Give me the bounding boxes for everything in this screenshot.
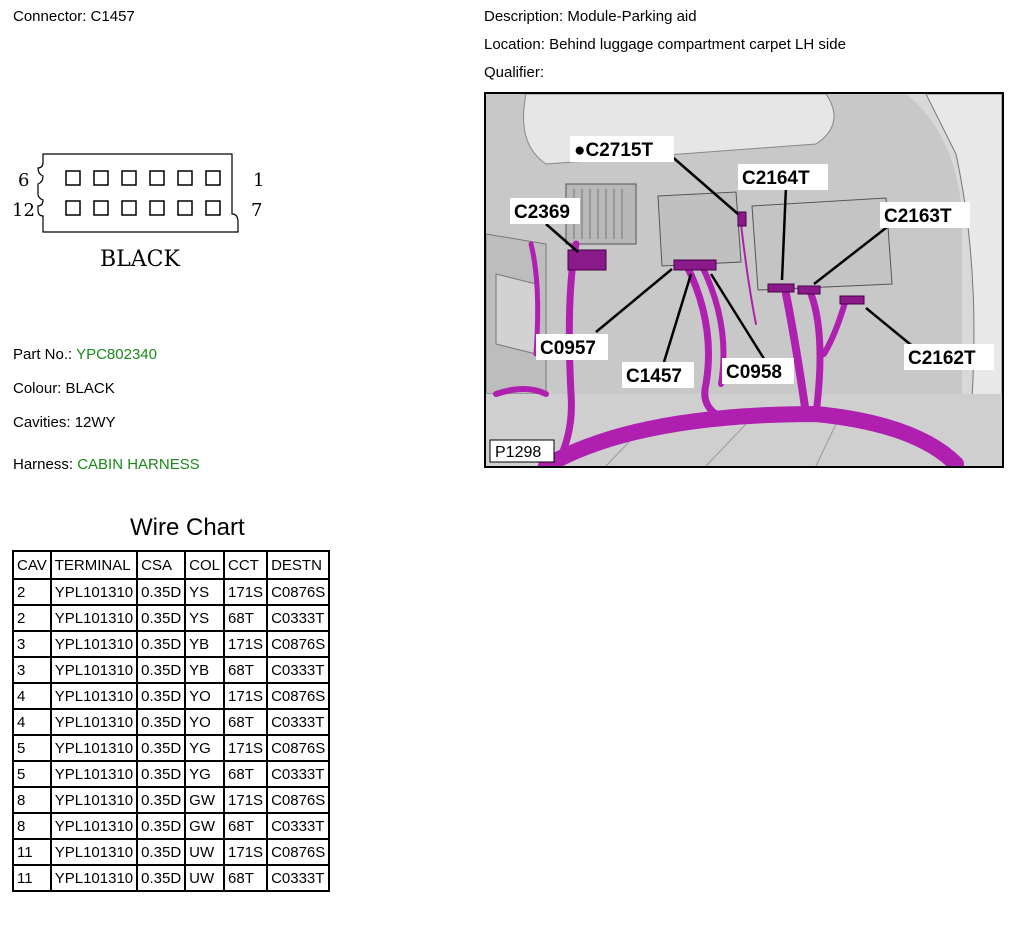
- cell-cav: 2: [13, 579, 51, 605]
- cell-destn: C0333T: [267, 865, 329, 891]
- header-cct: CCT: [224, 551, 267, 579]
- cell-terminal: YPL101310: [51, 709, 137, 735]
- cell-destn: C0333T: [267, 605, 329, 631]
- callout-c0957: C0957: [540, 338, 596, 359]
- colour-value: BLACK: [65, 380, 115, 397]
- cell-destn: C0333T: [267, 657, 329, 683]
- cell-cav: 8: [13, 787, 51, 813]
- callout-c2163t: C2163T: [884, 206, 952, 227]
- callout-c2369: C2369: [514, 202, 570, 223]
- cell-cct: 68T: [224, 865, 267, 891]
- cell-terminal: YPL101310: [51, 865, 137, 891]
- cell-col: GW: [185, 787, 224, 813]
- cell-cct: 171S: [224, 683, 267, 709]
- cell-cav: 2: [13, 605, 51, 631]
- cell-destn: C0333T: [267, 761, 329, 787]
- header-cav: CAV: [13, 551, 51, 579]
- cell-cav: 3: [13, 631, 51, 657]
- connector-value: C1457: [90, 8, 135, 25]
- cell-csa: 0.35D: [137, 761, 185, 787]
- location-line: [484, 36, 846, 54]
- callout-c2164t: C2164T: [742, 168, 810, 189]
- cell-terminal: YPL101310: [51, 839, 137, 865]
- cell-destn: C0876S: [267, 839, 329, 865]
- cell-col: YS: [185, 579, 224, 605]
- cell-cav: 11: [13, 839, 51, 865]
- cell-terminal: YPL101310: [51, 813, 137, 839]
- cell-col: UW: [185, 865, 224, 891]
- cell-csa: 0.35D: [137, 579, 185, 605]
- wire-chart-row: [13, 709, 329, 735]
- cell-csa: 0.35D: [137, 605, 185, 631]
- wire-chart-row: [13, 579, 329, 605]
- cell-cav: 5: [13, 735, 51, 761]
- cavities-label: Cavities:: [13, 414, 71, 431]
- cell-cct: 171S: [224, 839, 267, 865]
- cell-destn: C0876S: [267, 579, 329, 605]
- cell-csa: 0.35D: [137, 657, 185, 683]
- wire-chart-row: [13, 761, 329, 787]
- connector-face-diagram: [10, 148, 270, 278]
- cell-destn: C0333T: [267, 709, 329, 735]
- callout-c1457: C1457: [626, 366, 682, 387]
- cell-cct: 171S: [224, 631, 267, 657]
- cavities-line: [13, 414, 116, 432]
- location-value: Behind luggage compartment carpet LH side: [549, 36, 846, 53]
- callout-c2162t: C2162T: [908, 348, 976, 369]
- header-csa: CSA: [137, 551, 185, 579]
- cell-col: YG: [185, 735, 224, 761]
- callout-p1298: P1298: [495, 444, 542, 461]
- pin-label-6: 6: [18, 170, 30, 191]
- cell-csa: 0.35D: [137, 865, 185, 891]
- location-label: Location:: [484, 36, 545, 53]
- cell-terminal: YPL101310: [51, 657, 137, 683]
- cell-cav: 3: [13, 657, 51, 683]
- wire-chart-row: [13, 813, 329, 839]
- wire-chart-row: [13, 657, 329, 683]
- pin-label-7: 7: [251, 200, 263, 221]
- cell-csa: 0.35D: [137, 787, 185, 813]
- cell-col: YG: [185, 761, 224, 787]
- pin-label-1: 1: [253, 170, 265, 191]
- cell-terminal: YPL101310: [51, 735, 137, 761]
- colour-label: Colour:: [13, 380, 62, 397]
- cell-csa: 0.35D: [137, 709, 185, 735]
- cavities-value: 12WY: [74, 414, 116, 431]
- harness-label: Harness:: [13, 456, 74, 473]
- cell-cav: 5: [13, 761, 51, 787]
- cell-col: YS: [185, 605, 224, 631]
- cell-cct: 68T: [224, 657, 267, 683]
- cell-terminal: YPL101310: [51, 631, 137, 657]
- cell-terminal: YPL101310: [51, 579, 137, 605]
- header-destn: DESTN: [267, 551, 329, 579]
- location-image: [484, 92, 1004, 468]
- cell-destn: C0333T: [267, 813, 329, 839]
- harness-line: [13, 456, 200, 474]
- part-number-label: Part No.:: [13, 346, 73, 363]
- wire-chart-header-row: [13, 551, 329, 579]
- cell-destn: C0876S: [267, 735, 329, 761]
- description-line: [484, 8, 697, 26]
- cell-terminal: YPL101310: [51, 683, 137, 709]
- wire-chart-row: [13, 735, 329, 761]
- connector-label: Connector:: [13, 8, 87, 25]
- wire-chart-row: [13, 605, 329, 631]
- cell-cct: 68T: [224, 605, 267, 631]
- qualifier-label: Qualifier:: [484, 64, 545, 81]
- diagram-colour-label: BLACK: [100, 247, 180, 272]
- header-terminal: TERMINAL: [51, 551, 137, 579]
- pin-label-12: 12: [12, 200, 35, 221]
- cell-csa: 0.35D: [137, 631, 185, 657]
- part-number-link[interactable]: YPC802340: [76, 346, 157, 363]
- cell-col: UW: [185, 839, 224, 865]
- cell-cav: 11: [13, 865, 51, 891]
- cell-destn: C0876S: [267, 787, 329, 813]
- description-label: Description:: [484, 8, 564, 25]
- colour-line: [13, 380, 115, 398]
- cell-destn: C0876S: [267, 683, 329, 709]
- harness-link[interactable]: CABIN HARNESS: [77, 456, 200, 473]
- cell-col: YO: [185, 709, 224, 735]
- cell-cct: 171S: [224, 579, 267, 605]
- cell-terminal: YPL101310: [51, 787, 137, 813]
- cell-cav: 8: [13, 813, 51, 839]
- wire-chart-row: [13, 839, 329, 865]
- cell-cav: 4: [13, 683, 51, 709]
- wire-chart-table: [12, 550, 330, 892]
- wire-chart-row: [13, 787, 329, 813]
- cell-col: GW: [185, 813, 224, 839]
- part-number-line: [13, 346, 157, 364]
- cell-terminal: YPL101310: [51, 761, 137, 787]
- wire-chart-row: [13, 865, 329, 891]
- cell-csa: 0.35D: [137, 683, 185, 709]
- cell-terminal: YPL101310: [51, 605, 137, 631]
- callout-c0958: C0958: [726, 362, 782, 383]
- cell-cav: 4: [13, 709, 51, 735]
- wire-chart-row: [13, 631, 329, 657]
- cell-col: YB: [185, 631, 224, 657]
- cell-cct: 68T: [224, 813, 267, 839]
- header-col: COL: [185, 551, 224, 579]
- cell-cct: 68T: [224, 761, 267, 787]
- cell-cct: 171S: [224, 735, 267, 761]
- cell-destn: C0876S: [267, 631, 329, 657]
- callout-c2715t: ●C2715T: [574, 140, 654, 161]
- cell-col: YB: [185, 657, 224, 683]
- cell-csa: 0.35D: [137, 813, 185, 839]
- cell-col: YO: [185, 683, 224, 709]
- cell-csa: 0.35D: [137, 735, 185, 761]
- qualifier-line: [484, 64, 544, 82]
- cell-csa: 0.35D: [137, 839, 185, 865]
- description-value: Module-Parking aid: [567, 8, 697, 25]
- wire-chart-title: Wire Chart: [130, 514, 245, 541]
- connector-line: [13, 8, 135, 26]
- cell-cct: 68T: [224, 709, 267, 735]
- wire-chart-row: [13, 683, 329, 709]
- cell-cct: 171S: [224, 787, 267, 813]
